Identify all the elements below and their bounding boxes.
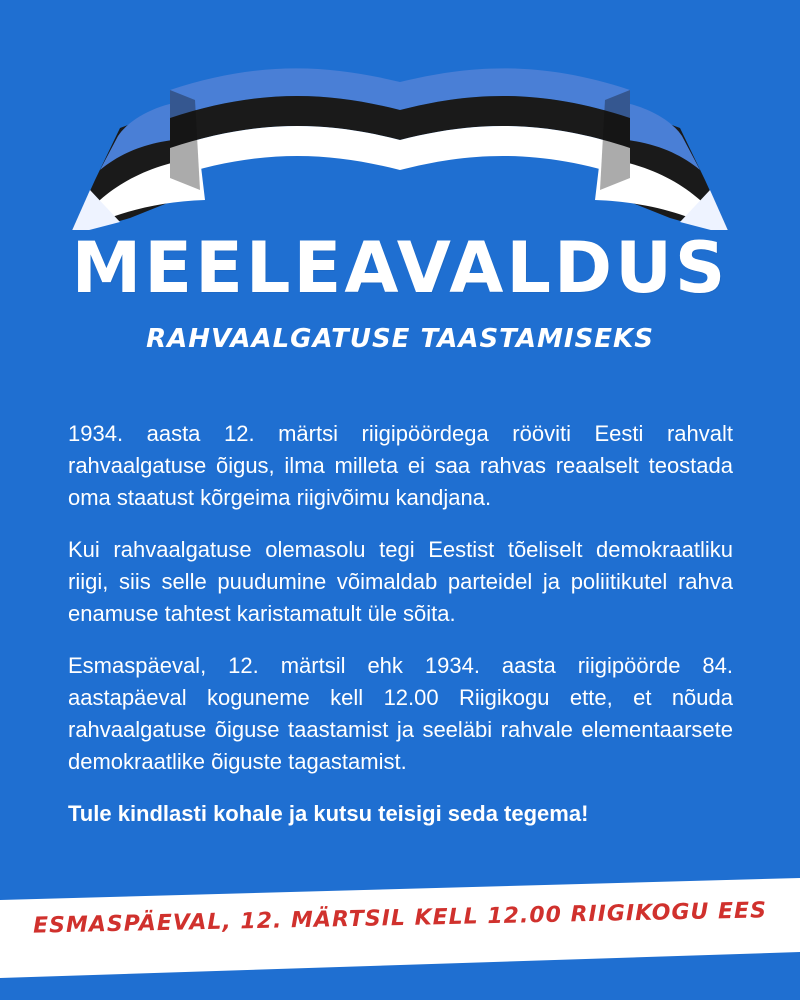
paragraph-2: Kui rahvaalgatuse olemasolu tegi Eestist tõeliselt demokraatliku riigi, siis selle puudumine võimaldab parteidel ja poliitikutel rahva enamuse tahtest karistamatult üle sõita. <box>68 537 733 626</box>
estonian-flag-ribbon-icon <box>0 40 800 230</box>
banner-text: ESMASPÄEVAL, 12. MÄRTSIL KELL 12.00 RIIGIKOGU EES <box>32 898 768 939</box>
call-to-action: Tule kindlasti kohale ja kutsu teisigi seda tegema! <box>68 801 589 826</box>
page-title: MEELEAVALDUS <box>71 227 729 309</box>
paragraph-1: 1934. aasta 12. märtsi riigipöördega rööviti Eesti rahvalt rahvaalgatuse õigus, ilma milleta ei saa rahvas reaalselt teostada oma staatust kõrgeima riigivõimu kandjana. <box>68 421 733 510</box>
paragraph-3: Esmaspäeval, 12. märtsil ehk 1934. aasta riigipöörde 84. aastapäeval koguneme kell 12.00 Riigikogu ette, et nõuda rahvaalgatuse õiguse taastamist ja seeläbi rahvale elementaarsete demokraatlike õiguste tagastamist. <box>68 653 733 774</box>
body-text <box>68 418 733 850</box>
page-subtitle: RAHVAALGATUSE TAASTAMISEKS <box>146 324 654 354</box>
